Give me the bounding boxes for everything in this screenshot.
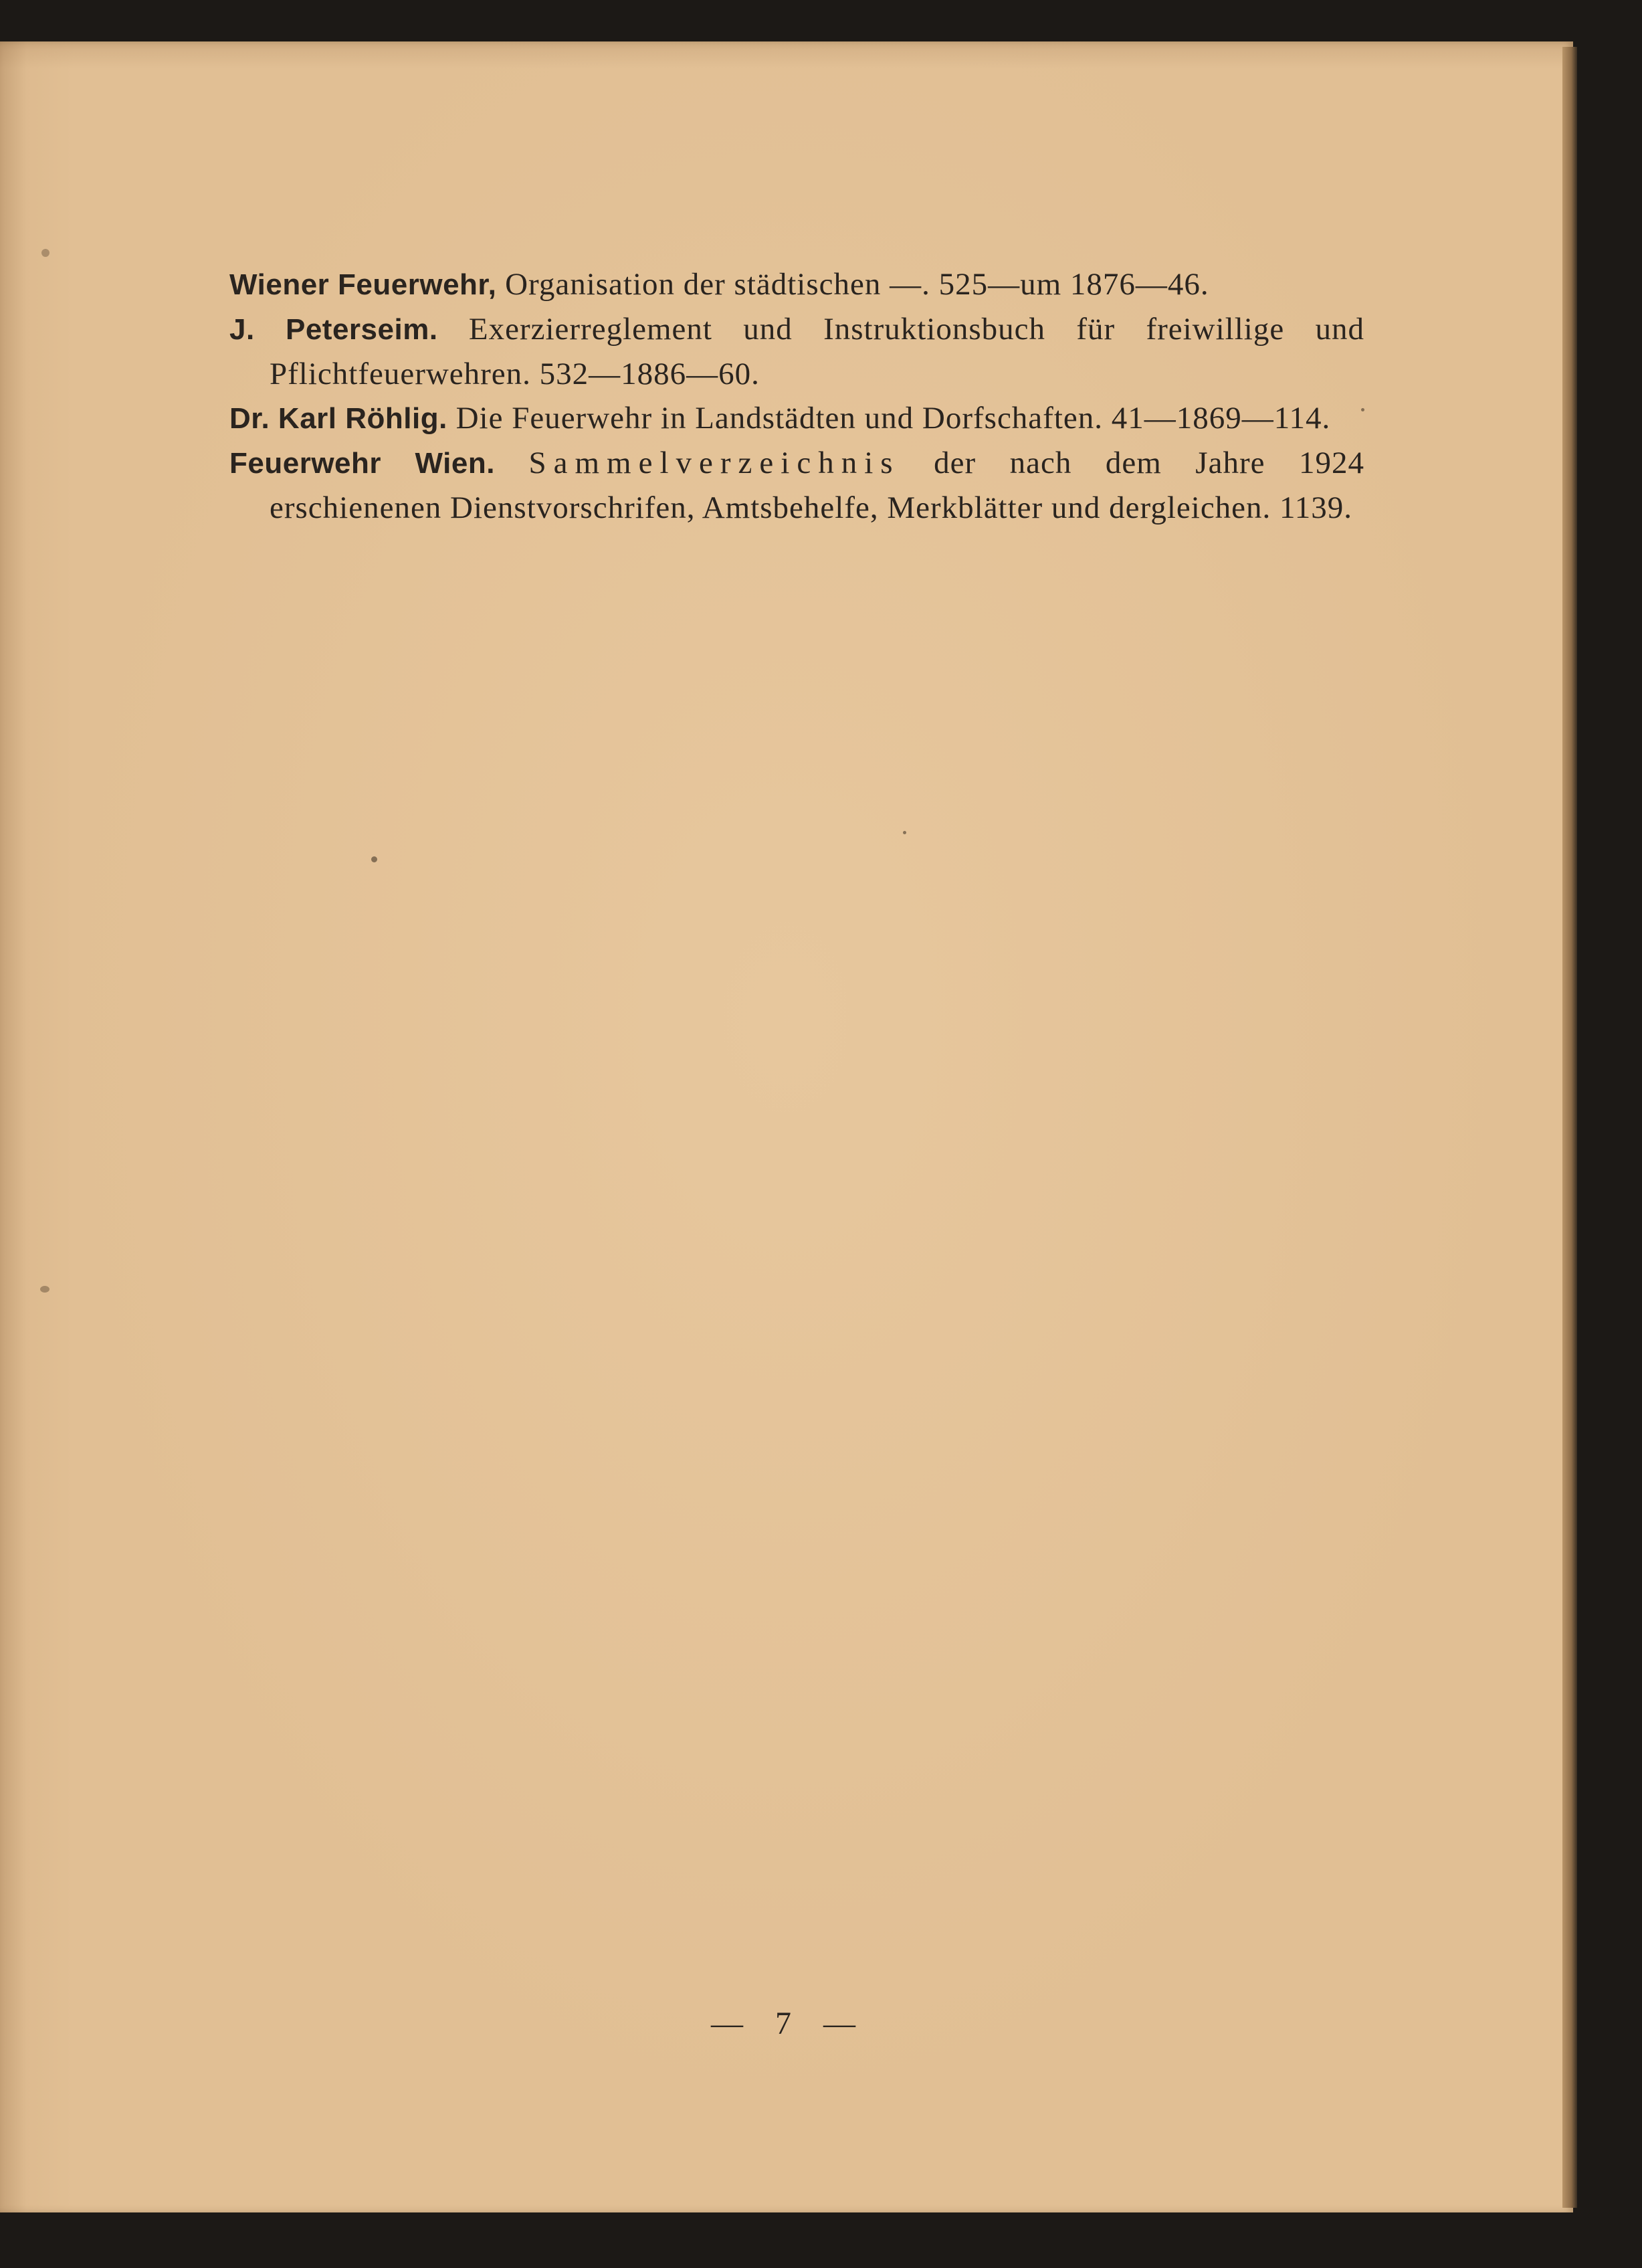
paper-speck [1361, 408, 1364, 411]
entry-text: Exerzierreglement und Instruktionsbuch für freiwillige und Pflichtfeuerwehren. 532—1886—60. [270, 312, 1365, 391]
entry-text: Organisation der städtischen —. 525—um 1876—46. [505, 267, 1209, 302]
paper-speck [903, 831, 906, 834]
bibliography-entry [229, 396, 1364, 441]
paper-speck [371, 856, 377, 862]
page-number: — 7 — [711, 2006, 867, 2041]
paper-page [0, 41, 1573, 2212]
entry-text: Die Feuerwehr in Landstädten und Dorfschaften. 41—1869—114. [455, 401, 1331, 436]
paper-speck [40, 1286, 49, 1293]
entry-author: Dr. Karl Röhlig. [229, 402, 447, 435]
bibliography-entry [229, 441, 1364, 530]
entry-author: Wiener Feuerwehr, [229, 268, 497, 301]
entry-spaced-text: Sammelverzeichnis [528, 446, 900, 480]
paper-speck [41, 249, 49, 257]
entry-text: der nach dem Jahre 1924 erschienenen Dienstvorschrifen, Amtsbehelfe, Merkblätter und dergleichen. 1139. [270, 446, 1365, 525]
page-edge-shadow [1562, 47, 1577, 2208]
bibliography-entry [229, 307, 1364, 396]
bibliography-list [229, 262, 1364, 530]
entry-author: J. Peterseim. [229, 313, 438, 346]
entry-author: Feuerwehr Wien. [229, 447, 495, 480]
bibliography-entry [229, 262, 1364, 307]
